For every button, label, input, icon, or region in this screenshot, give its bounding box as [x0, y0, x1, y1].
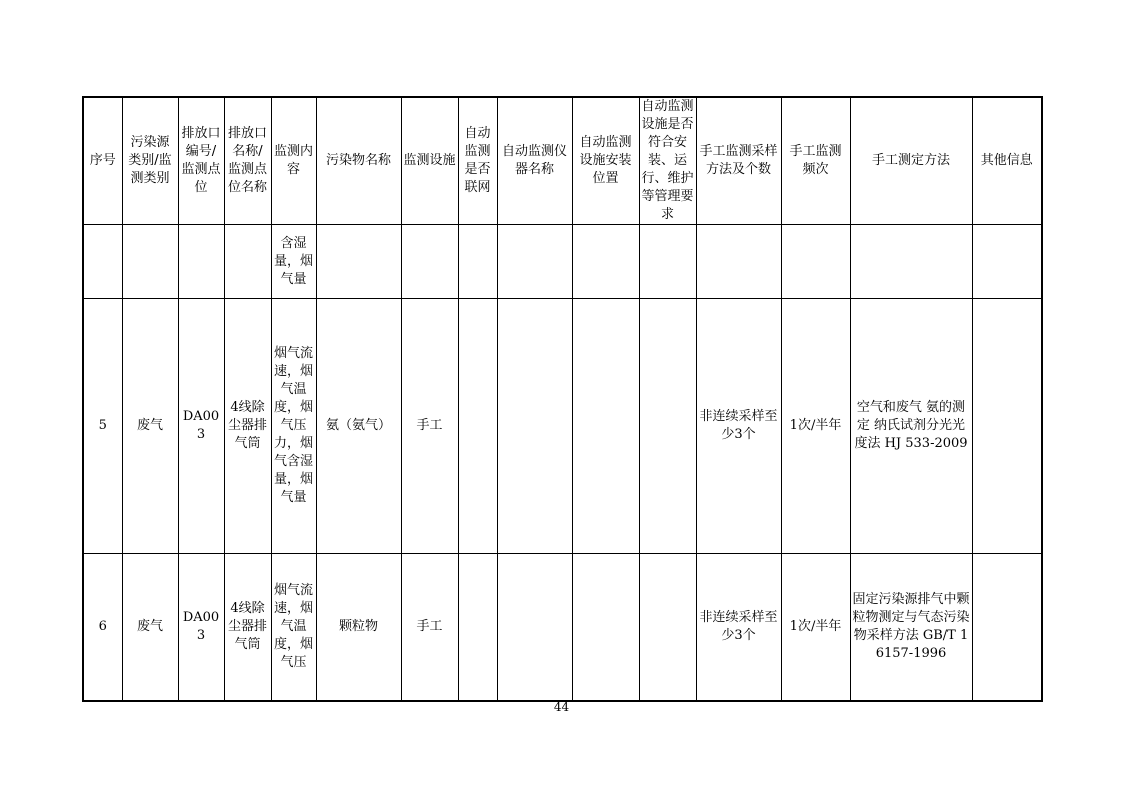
category-cell: 废气: [122, 554, 178, 701]
test-method-cell: 固定污染源排气中颗粒物测定与气态污染物采样方法 GB/T 16157-1996: [850, 554, 972, 701]
test-method-cell: [850, 225, 972, 299]
header-cell: 排放口名称/监测点位名称: [224, 97, 271, 225]
manual-method-cell: [696, 225, 781, 299]
content-cell: 烟气流速，烟气温度，烟气压力，烟气含湿量，烟气量: [271, 299, 316, 554]
instrument-cell: [497, 225, 572, 299]
content-cell: 含湿量，烟气量: [271, 225, 316, 299]
seq-cell: 5: [83, 299, 122, 554]
install-location-cell: [572, 554, 639, 701]
other-cell: [972, 554, 1042, 701]
instrument-cell: [497, 299, 572, 554]
facility-cell: [401, 225, 458, 299]
compliance-cell: [639, 554, 696, 701]
header-cell: 手工测定方法: [850, 97, 972, 225]
header-cell: 监测内容: [271, 97, 316, 225]
content-cell: 烟气流速，烟气温度，烟气压: [271, 554, 316, 701]
outlet-name-cell: [224, 225, 271, 299]
networked-cell: [458, 225, 497, 299]
install-location-cell: [572, 225, 639, 299]
install-location-cell: [572, 299, 639, 554]
monitoring-table: [82, 96, 1043, 702]
manual-method-cell: 非连续采样至少3个: [696, 299, 781, 554]
header-cell: 手工监测频次: [781, 97, 850, 225]
category-cell: [122, 225, 178, 299]
networked-cell: [458, 554, 497, 701]
facility-cell: 手工: [401, 554, 458, 701]
pollutant-cell: [316, 225, 401, 299]
header-cell: 自动监测设施安装位置: [572, 97, 639, 225]
table-row: [83, 554, 1042, 701]
header-cell: 手工监测采样方法及个数: [696, 97, 781, 225]
header-cell: 自动监测设施是否符合安装、运行、维护等管理要求: [639, 97, 696, 225]
frequency-cell: 1次/半年: [781, 554, 850, 701]
other-cell: [972, 299, 1042, 554]
instrument-cell: [497, 554, 572, 701]
facility-cell: 手工: [401, 299, 458, 554]
page-number: 44: [553, 700, 570, 714]
frequency-cell: 1次/半年: [781, 299, 850, 554]
networked-cell: [458, 299, 497, 554]
header-row: [83, 97, 1042, 225]
outlet-name-cell: 4线除尘器排气筒: [224, 299, 271, 554]
table-row: [83, 225, 1042, 299]
category-cell: 废气: [122, 299, 178, 554]
other-cell: [972, 225, 1042, 299]
table-row: [83, 299, 1042, 554]
seq-cell: [83, 225, 122, 299]
header-cell: 自动监测是否联网: [458, 97, 497, 225]
outlet-name-cell: 4线除尘器排气筒: [224, 554, 271, 701]
test-method-cell: 空气和废气 氨的测定 纳氏试剂分光光度法 HJ 533-2009: [850, 299, 972, 554]
header-cell: 其他信息: [972, 97, 1042, 225]
outlet-code-cell: DA003: [178, 554, 224, 701]
header-cell: 自动监测仪器名称: [497, 97, 572, 225]
header-cell: 序号: [83, 97, 122, 225]
manual-method-cell: 非连续采样至少3个: [696, 554, 781, 701]
pollutant-cell: 氨（氨气）: [316, 299, 401, 554]
header-cell: 污染物名称: [316, 97, 401, 225]
compliance-cell: [639, 225, 696, 299]
outlet-code-cell: [178, 225, 224, 299]
compliance-cell: [639, 299, 696, 554]
header-cell: 污染源类别/监测类别: [122, 97, 178, 225]
header-cell: 排放口编号/监测点位: [178, 97, 224, 225]
outlet-code-cell: DA003: [178, 299, 224, 554]
seq-cell: 6: [83, 554, 122, 701]
frequency-cell: [781, 225, 850, 299]
pollutant-cell: 颗粒物: [316, 554, 401, 701]
header-cell: 监测设施: [401, 97, 458, 225]
